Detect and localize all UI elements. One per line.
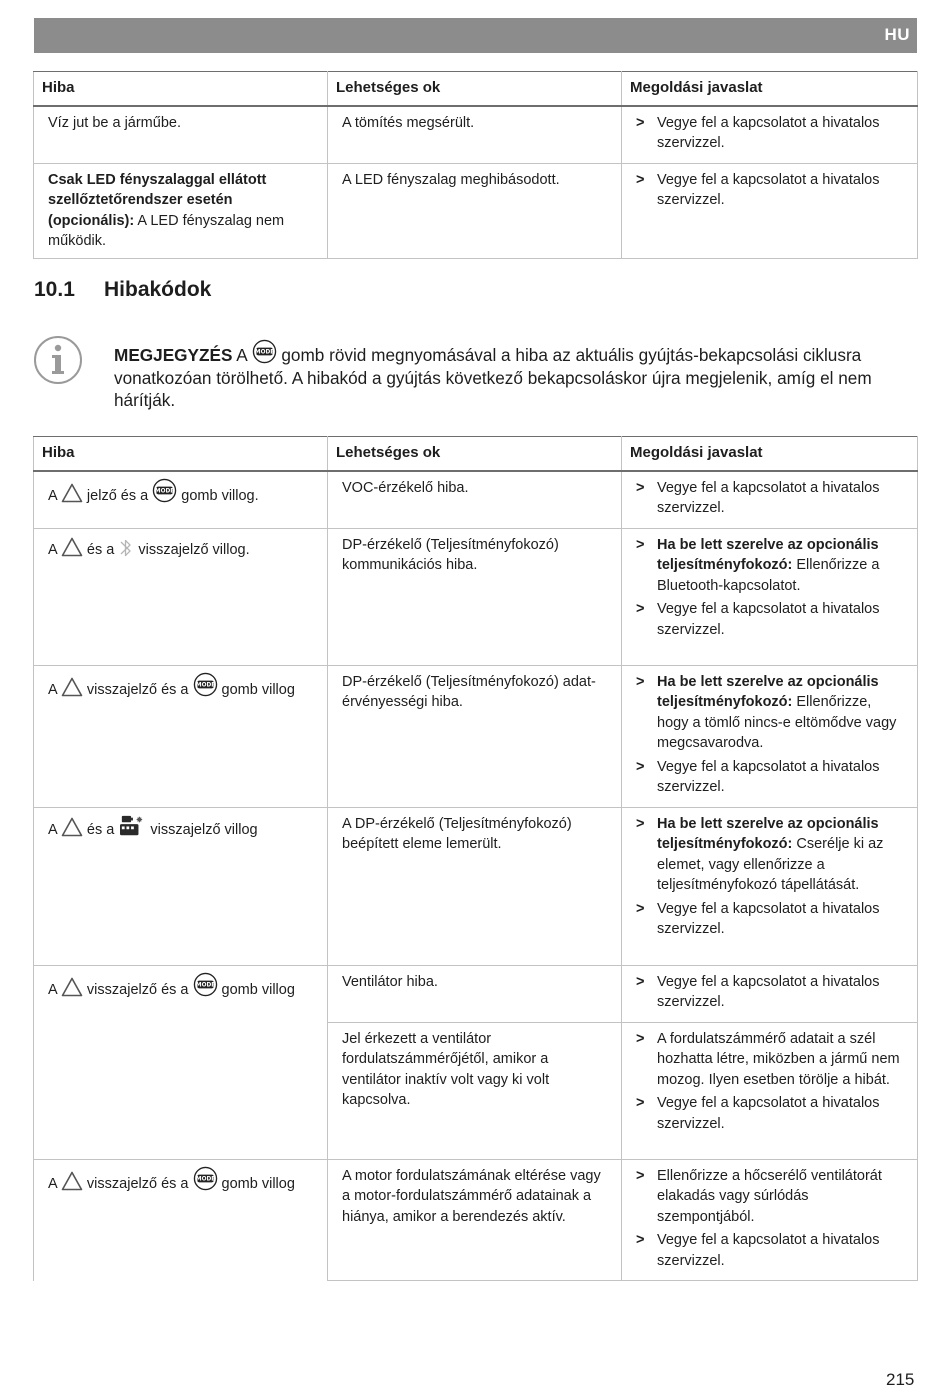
error-cell bbox=[34, 471, 328, 529]
list-item bbox=[636, 814, 905, 896]
section-title: Hibakódok bbox=[104, 278, 212, 301]
column-header-solution: Megoldási javaslat bbox=[622, 72, 918, 106]
solution-cell bbox=[622, 1022, 918, 1159]
error-text: gomb villog bbox=[217, 1175, 295, 1192]
solution-text: A fordulatszámmérő adatait a szél hozhatta létre, miközben a jármű nem mozog. Ilyen esetben törölje a hibát. bbox=[657, 1030, 900, 1088]
list-item bbox=[636, 1230, 905, 1271]
cause-cell: Jel érkezett a ventilátor fordulatszámmérőjétől, amikor a ventilátor inaktív volt vagy ki volt kapcsolva. bbox=[328, 1022, 622, 1159]
error-text: A bbox=[48, 1175, 61, 1192]
table-row bbox=[34, 1159, 918, 1281]
error-cell bbox=[34, 807, 328, 965]
language-code: HU bbox=[884, 25, 910, 44]
table-row bbox=[34, 965, 918, 1022]
warning-triangle-icon bbox=[61, 677, 83, 697]
bullet-arrow: > bbox=[636, 1095, 645, 1111]
solution-text: Ellenőrizze, hogy a tömlő nincs-e eltömődve vagy megcsavarodva. bbox=[657, 694, 897, 751]
solution-bold-text: Ha be lett szerelve az opcionális teljesítményfokozó: bbox=[657, 673, 879, 710]
column-header-cause: Lehetséges ok bbox=[328, 437, 622, 471]
bullet-arrow: > bbox=[636, 601, 645, 617]
bullet-arrow: > bbox=[636, 815, 645, 832]
cause-cell: VOC-érzékelő hiba. bbox=[328, 471, 622, 529]
column-header-solution: Megoldási javaslat bbox=[622, 437, 918, 471]
cause-cell: A DP-érzékelő (Teljesítményfokozó) beépített eleme lemerült. bbox=[328, 807, 622, 965]
column-header-error: Hiba bbox=[34, 72, 328, 106]
list-item bbox=[636, 599, 905, 640]
section-number: 10.1 bbox=[34, 278, 75, 301]
battery-sensor-icon bbox=[118, 814, 146, 838]
column-header-error: Hiba bbox=[34, 437, 328, 471]
error-text: A LED fényszalag nem működik. bbox=[48, 212, 285, 249]
solution-text: Vegye fel a kapcsolatot a hivatalos szervizzel. bbox=[657, 1095, 880, 1132]
solution-text: Vegye fel a kapcsolatot a hivatalos szervizzel. bbox=[657, 1232, 880, 1269]
error-cell bbox=[34, 528, 328, 665]
error-cell bbox=[34, 163, 328, 258]
error-text: A bbox=[48, 821, 61, 838]
bullet-arrow: > bbox=[636, 973, 645, 990]
mode-button-icon bbox=[193, 1166, 218, 1191]
list-item bbox=[636, 170, 905, 211]
bullet-arrow: > bbox=[636, 171, 645, 188]
solution-cell bbox=[622, 163, 918, 258]
mode-button-icon bbox=[193, 972, 218, 997]
bullet-arrow: > bbox=[636, 1232, 645, 1248]
cause-cell: Ventilátor hiba. bbox=[328, 965, 622, 1022]
table-row bbox=[34, 106, 918, 164]
bullet-arrow: > bbox=[636, 536, 645, 553]
solution-text: Vegye fel a kapcsolatot a hivatalos szervizzel. bbox=[657, 973, 880, 1010]
solution-cell bbox=[622, 807, 918, 965]
error-table-general bbox=[33, 71, 918, 259]
error-text: A bbox=[48, 681, 61, 698]
error-text: A bbox=[48, 981, 61, 998]
error-text: gomb villog bbox=[217, 981, 295, 998]
bullet-arrow: > bbox=[636, 758, 645, 775]
cause-cell: A motor fordulatszámának eltérése vagy a motor-fordulatszámmérő adatainak a hiánya, amikor a berendezés aktív. bbox=[328, 1159, 622, 1281]
solution-text: Ellenőrizze a hőcserélő ventilátorát elakadás vagy súrlódás szempontjából. bbox=[657, 1167, 882, 1225]
solution-text: Vegye fel a kapcsolatot a hivatalos szervizzel. bbox=[657, 900, 880, 937]
page-number: 215 bbox=[886, 1370, 915, 1389]
solution-cell bbox=[622, 965, 918, 1022]
error-text: visszajelző és a bbox=[82, 681, 193, 698]
solution-text: Ellenőrizze a Bluetooth-kapcsolatot. bbox=[657, 557, 880, 594]
mode-button-icon bbox=[193, 672, 218, 697]
list-item bbox=[636, 478, 905, 519]
mode-button-icon bbox=[252, 339, 277, 364]
error-text: visszajelző és a bbox=[82, 1175, 193, 1192]
error-text: visszajelző és a bbox=[82, 981, 193, 998]
list-item bbox=[636, 972, 905, 1013]
error-text: jelző és a bbox=[82, 487, 153, 504]
mode-button-icon bbox=[152, 478, 177, 503]
error-text: gomb villog bbox=[217, 681, 295, 698]
error-cell: Víz jut be a járműbe. bbox=[34, 106, 328, 164]
solution-text: Vegye fel a kapcsolatot a hivatalos szervizzel. bbox=[657, 758, 880, 795]
error-text: és a bbox=[82, 541, 119, 558]
error-cell bbox=[34, 665, 328, 807]
info-icon bbox=[33, 335, 83, 385]
bullet-arrow: > bbox=[636, 673, 645, 690]
section-heading bbox=[34, 278, 211, 302]
warning-triangle-icon bbox=[61, 537, 83, 557]
cause-cell: A tömítés megsérült. bbox=[328, 106, 622, 164]
bullet-arrow: > bbox=[636, 479, 645, 496]
warning-triangle-icon bbox=[61, 977, 83, 997]
solution-text: Vegye fel a kapcsolatot a hivatalos szervizzel. bbox=[657, 479, 880, 516]
solution-cell bbox=[622, 106, 918, 164]
table-row bbox=[34, 807, 918, 965]
list-item bbox=[636, 899, 905, 940]
solution-cell bbox=[622, 665, 918, 807]
warning-triangle-icon bbox=[61, 817, 83, 837]
column-header-cause: Lehetséges ok bbox=[328, 72, 622, 106]
table-row bbox=[34, 163, 918, 258]
note-body: gomb rövid megnyomásával a hiba az aktuális gyújtás-bekapcsolási ciklusra vonatkozóan törölhető. A hibakód a gyújtás következő bekapcsoláskor újra megjelenik, amíg el nem hárítják. bbox=[114, 345, 872, 410]
solution-cell bbox=[622, 1159, 918, 1281]
solution-text: Cserélje ki az elemet, vagy ellenőrizze a teljesítményfokozó tápellátását. bbox=[657, 836, 884, 893]
solution-text: Vegye fel a kapcsolatot a hivatalos szervizzel. bbox=[657, 171, 880, 208]
bullet-arrow: > bbox=[636, 1167, 645, 1184]
solution-text: Vegye fel a kapcsolatot a hivatalos szervizzel. bbox=[657, 601, 880, 638]
error-text: A bbox=[48, 487, 61, 504]
list-item bbox=[636, 757, 905, 798]
list-item bbox=[636, 113, 905, 154]
table-row bbox=[34, 471, 918, 529]
warning-triangle-icon bbox=[61, 1171, 83, 1191]
list-item bbox=[636, 672, 905, 754]
cause-cell: A LED fényszalag meghibásodott. bbox=[328, 163, 622, 258]
error-text: A bbox=[48, 541, 61, 558]
solution-bold-text: Ha be lett szerelve az opcionális teljesítményfokozó: bbox=[657, 536, 879, 573]
list-item bbox=[636, 1093, 905, 1134]
cause-cell: DP-érzékelő (Teljesítményfokozó) adat-érvényességi hiba. bbox=[328, 665, 622, 807]
error-text: visszajelző villog. bbox=[134, 541, 250, 558]
error-text: és a bbox=[82, 821, 119, 838]
error-bold-text: Csak LED fényszalaggal ellátott szellőztetőrendszer esetén (opcionális): bbox=[48, 171, 267, 229]
note-label: MEGJEGYZÉS bbox=[114, 345, 233, 365]
list-item bbox=[636, 1166, 905, 1228]
note-text bbox=[114, 339, 904, 412]
error-code-table bbox=[33, 436, 918, 1281]
bullet-arrow: > bbox=[636, 114, 645, 131]
solution-cell bbox=[622, 471, 918, 529]
table-row bbox=[34, 665, 918, 807]
solution-cell bbox=[622, 528, 918, 665]
error-cell bbox=[34, 1159, 328, 1281]
cause-cell: DP-érzékelő (Teljesítményfokozó) kommunikációs hiba. bbox=[328, 528, 622, 665]
solution-bold-text: Ha be lett szerelve az opcionális teljesítményfokozó: bbox=[657, 815, 879, 852]
header-bar bbox=[34, 18, 917, 53]
error-text: visszajelző villog bbox=[146, 821, 258, 838]
list-item bbox=[636, 535, 905, 597]
bullet-arrow: > bbox=[636, 900, 645, 917]
bluetooth-icon bbox=[118, 535, 134, 561]
warning-triangle-icon bbox=[61, 483, 83, 503]
list-item bbox=[636, 1029, 905, 1091]
solution-text: Vegye fel a kapcsolatot a hivatalos szervizzel. bbox=[657, 114, 880, 151]
error-text: gomb villog. bbox=[177, 487, 259, 504]
bullet-arrow: > bbox=[636, 1030, 645, 1047]
table-row bbox=[34, 528, 918, 665]
note-pre: A bbox=[232, 345, 252, 365]
error-cell bbox=[34, 965, 328, 1159]
